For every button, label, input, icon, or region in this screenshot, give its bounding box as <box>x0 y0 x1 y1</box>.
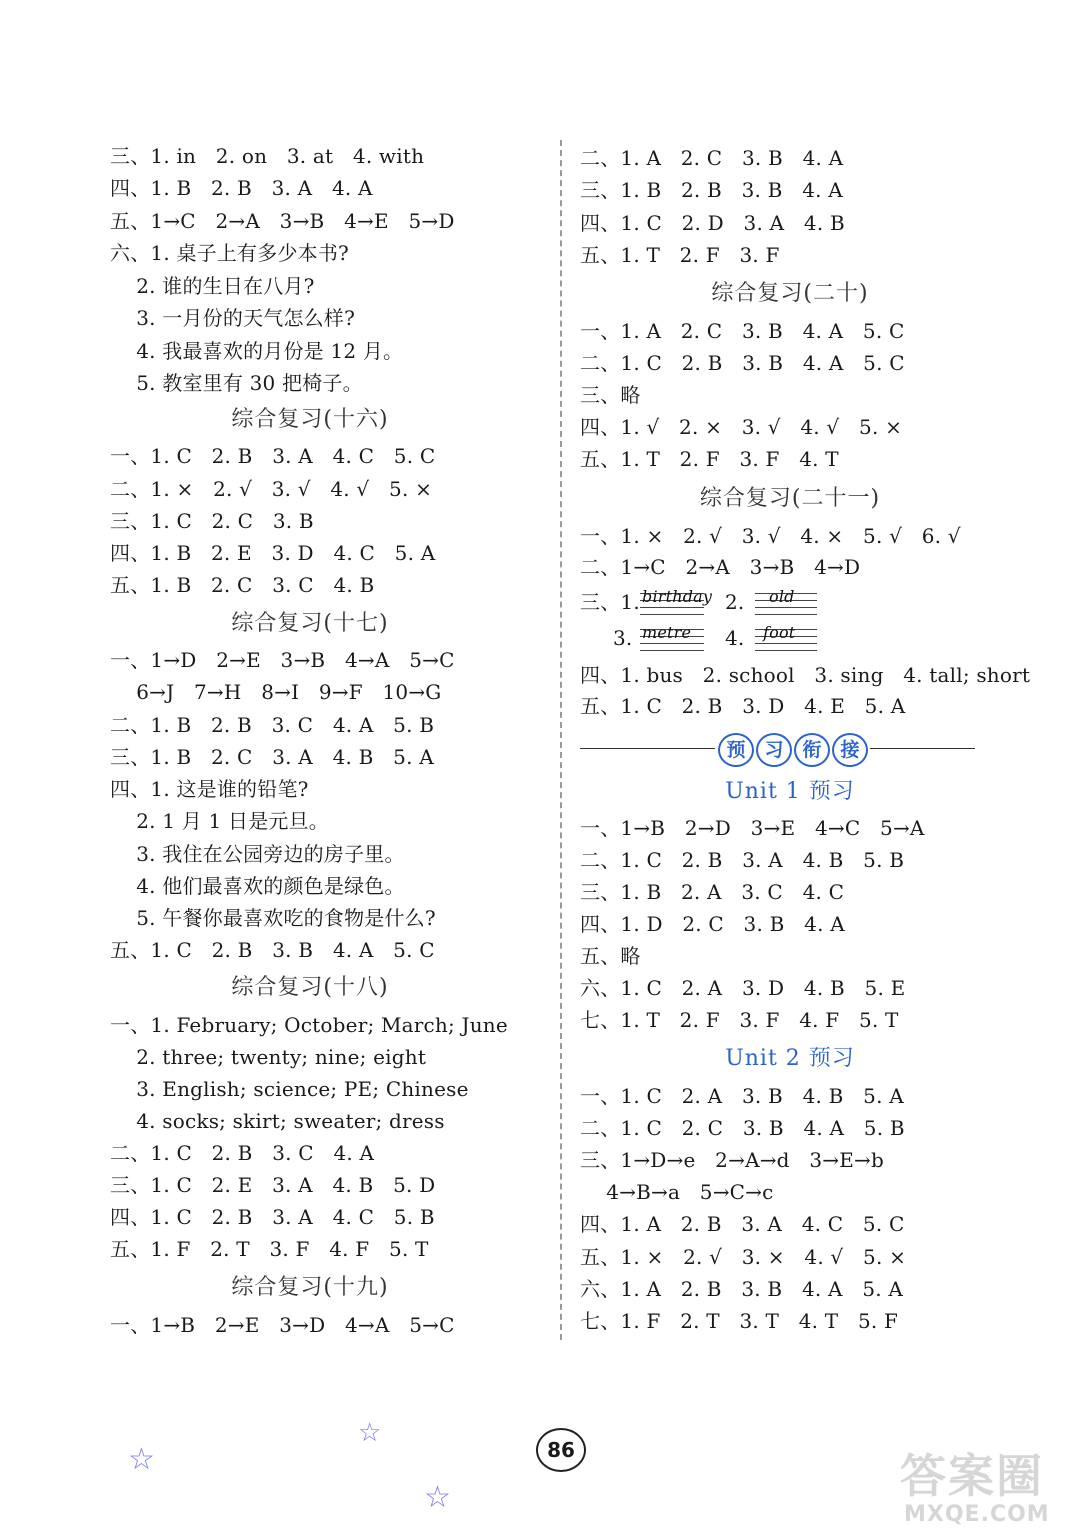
answer-row: 6→J 7→H 8→I 9→F 10→G <box>110 680 442 704</box>
answer-row: 三、1. C 2. C 3. B <box>110 509 314 533</box>
answer-row: 4. 他们最喜欢的颜色是绿色。 <box>110 874 405 898</box>
banner-char: 接 <box>832 733 868 767</box>
answer-row: 3. English; science; PE; Chinese <box>110 1077 469 1101</box>
star-icon: ☆ <box>128 1442 155 1477</box>
banner-char: 预 <box>718 733 754 767</box>
answer-row: 三、略 <box>580 383 641 407</box>
answer-row: 四、1. C 2. D 3. A 4. B <box>580 211 845 235</box>
handwriting-row-1 <box>580 586 1000 618</box>
handwriting-box <box>755 587 817 617</box>
page-number: 86 <box>536 1428 586 1472</box>
answer-row: 4. socks; skirt; sweater; dress <box>110 1109 445 1133</box>
answer-row: 2. 1 月 1 日是元旦。 <box>110 809 329 833</box>
section-heading: 综合复习(十八) <box>231 975 389 1000</box>
banner-title <box>718 733 868 765</box>
answer-row: 四、1. C 2. B 3. A 4. C 5. B <box>110 1205 435 1229</box>
answer-row: 一、1. C 2. B 3. A 4. C 5. C <box>110 444 436 468</box>
star-icon: ☆ <box>358 1418 382 1448</box>
answer-row: 四、1. √ 2. × 3. √ 4. √ 5. × <box>580 415 903 439</box>
answer-row: 五、1→C 2→A 3→B 4→E 5→D <box>110 209 455 233</box>
answer-row: 三、1→D→e 2→A→d 3→E→b <box>580 1148 884 1172</box>
item-number: 2. <box>725 590 745 614</box>
section-heading: 综合复习(二十) <box>711 281 869 306</box>
answer-row: 二、1. A 2. C 3. B 4. A <box>580 146 844 170</box>
answer-row: 五、1. T 2. F 3. F <box>580 243 780 267</box>
banner-char: 习 <box>756 733 792 767</box>
answer-row: 五、略 <box>580 944 641 968</box>
handwriting-box <box>640 587 713 617</box>
answer-row: 五、1. × 2. √ 3. × 4. √ 5. × <box>580 1245 907 1269</box>
answer-row: 4→B→a 5→C→c <box>580 1180 774 1204</box>
answer-row: 四、1. D 2. C 3. B 4. A <box>580 912 845 936</box>
answer-row: 四、1. B 2. E 3. D 4. C 5. A <box>110 541 436 565</box>
item-number: 4. <box>725 626 745 650</box>
watermark-logo <box>900 1440 1070 1536</box>
handwriting-word: old <box>769 587 795 606</box>
answer-row: 2. three; twenty; nine; eight <box>110 1045 427 1069</box>
answer-row: 一、1. C 2. A 3. B 4. B 5. A <box>580 1084 904 1108</box>
answer-row: 二、1→C 2→A 3→B 4→D <box>580 555 861 579</box>
handwriting-word: foot <box>763 623 796 642</box>
answer-row: 一、1→D 2→E 3→B 4→A 5→C <box>110 648 455 672</box>
item-number: 三、1. <box>580 590 640 614</box>
answer-row: 5. 午餐你最喜欢吃的食物是什么? <box>110 906 436 930</box>
answer-row: 四、1. B 2. B 3. A 4. A <box>110 176 373 200</box>
watermark-url: MXQE.COM <box>904 1502 1050 1527</box>
answer-row: 3. 我住在公园旁边的房子里。 <box>110 842 405 866</box>
handwriting-word: metre <box>642 623 692 642</box>
answer-row: 一、1. February; October; March; June <box>110 1013 508 1037</box>
banner-char: 衔 <box>794 733 830 767</box>
column-divider <box>560 140 562 1340</box>
item-number: 3. <box>613 626 633 650</box>
answer-row: 七、1. T 2. F 3. F 4. F 5. T <box>580 1008 899 1032</box>
answer-row: 六、1. C 2. A 3. D 4. B 5. E <box>580 976 906 1000</box>
banner-rule-right <box>870 748 975 749</box>
handwriting-box <box>755 623 817 653</box>
answer-row: 三、1. B 2. A 3. C 4. C <box>580 880 845 904</box>
handwriting-box <box>640 623 704 653</box>
star-icon: ☆ <box>424 1480 451 1515</box>
answer-row: 四、1. A 2. B 3. A 4. C 5. C <box>580 1212 905 1236</box>
answer-row: 一、1. × 2. √ 3. √ 4. × 5. √ 6. √ <box>580 524 961 548</box>
section-heading: 综合复习(十六) <box>231 407 389 432</box>
answer-row: 5. 教室里有 30 把椅子。 <box>110 371 363 395</box>
answer-row: 六、1. 桌子上有多少本书? <box>110 241 349 265</box>
answer-row: 五、1. C 2. B 3. D 4. E 5. A <box>580 694 906 718</box>
section-heading: 综合复习(二十一) <box>699 486 881 511</box>
answer-row: 2. 谁的生日在八月? <box>110 274 315 298</box>
answer-row: 五、1. C 2. B 3. B 4. A 5. C <box>110 938 435 962</box>
answer-row: 七、1. F 2. T 3. T 4. T 5. F <box>580 1309 899 1333</box>
section-heading: 综合复习(十九) <box>231 1275 389 1300</box>
answer-row: 五、1. T 2. F 3. F 4. T <box>580 447 839 471</box>
answer-row: 六、1. A 2. B 3. B 4. A 5. A <box>580 1277 904 1301</box>
answer-row: 三、1. in 2. on 3. at 4. with <box>110 144 425 168</box>
answer-row: 四、1. bus 2. school 3. sing 4. tall; short <box>580 663 1031 687</box>
watermark-text: 答案圈 <box>900 1449 1044 1503</box>
handwriting-row-2 <box>580 622 1000 654</box>
answer-row: 二、1. B 2. B 3. C 4. A 5. B <box>110 713 435 737</box>
answer-row: 3. 一月份的天气怎么样? <box>110 306 355 330</box>
answer-row: 二、1. C 2. C 3. B 4. A 5. B <box>580 1116 905 1140</box>
answer-row: 二、1. C 2. B 3. C 4. A <box>110 1141 375 1165</box>
section-heading: Unit 1 预习 <box>725 779 855 804</box>
preview-section-banner <box>580 733 975 765</box>
section-heading: 综合复习(十七) <box>231 611 389 636</box>
answer-row: 三、1. C 2. E 3. A 4. B 5. D <box>110 1173 436 1197</box>
answer-row: 三、1. B 2. B 3. B 4. A <box>580 178 843 202</box>
banner-rule-left <box>580 748 715 749</box>
answer-row: 一、1→B 2→E 3→D 4→A 5→C <box>110 1313 455 1337</box>
handwriting-word: birthday <box>642 587 713 606</box>
section-heading: Unit 2 预习 <box>725 1046 855 1071</box>
answer-row: 二、1. C 2. B 3. A 4. B 5. B <box>580 848 905 872</box>
answer-row: 五、1. B 2. C 3. C 4. B <box>110 573 375 597</box>
answer-row: 五、1. F 2. T 3. F 4. F 5. T <box>110 1237 429 1261</box>
answer-row: 一、1→B 2→D 3→E 4→C 5→A <box>580 816 925 840</box>
answer-row: 二、1. C 2. B 3. B 4. A 5. C <box>580 351 905 375</box>
answer-row: 四、1. 这是谁的铅笔? <box>110 777 309 801</box>
answer-row: 一、1. A 2. C 3. B 4. A 5. C <box>580 319 905 343</box>
answer-row: 三、1. B 2. C 3. A 4. B 5. A <box>110 745 434 769</box>
answer-row: 4. 我最喜欢的月份是 12 月。 <box>110 339 404 363</box>
answer-row: 二、1. × 2. √ 3. √ 4. √ 5. × <box>110 477 433 501</box>
